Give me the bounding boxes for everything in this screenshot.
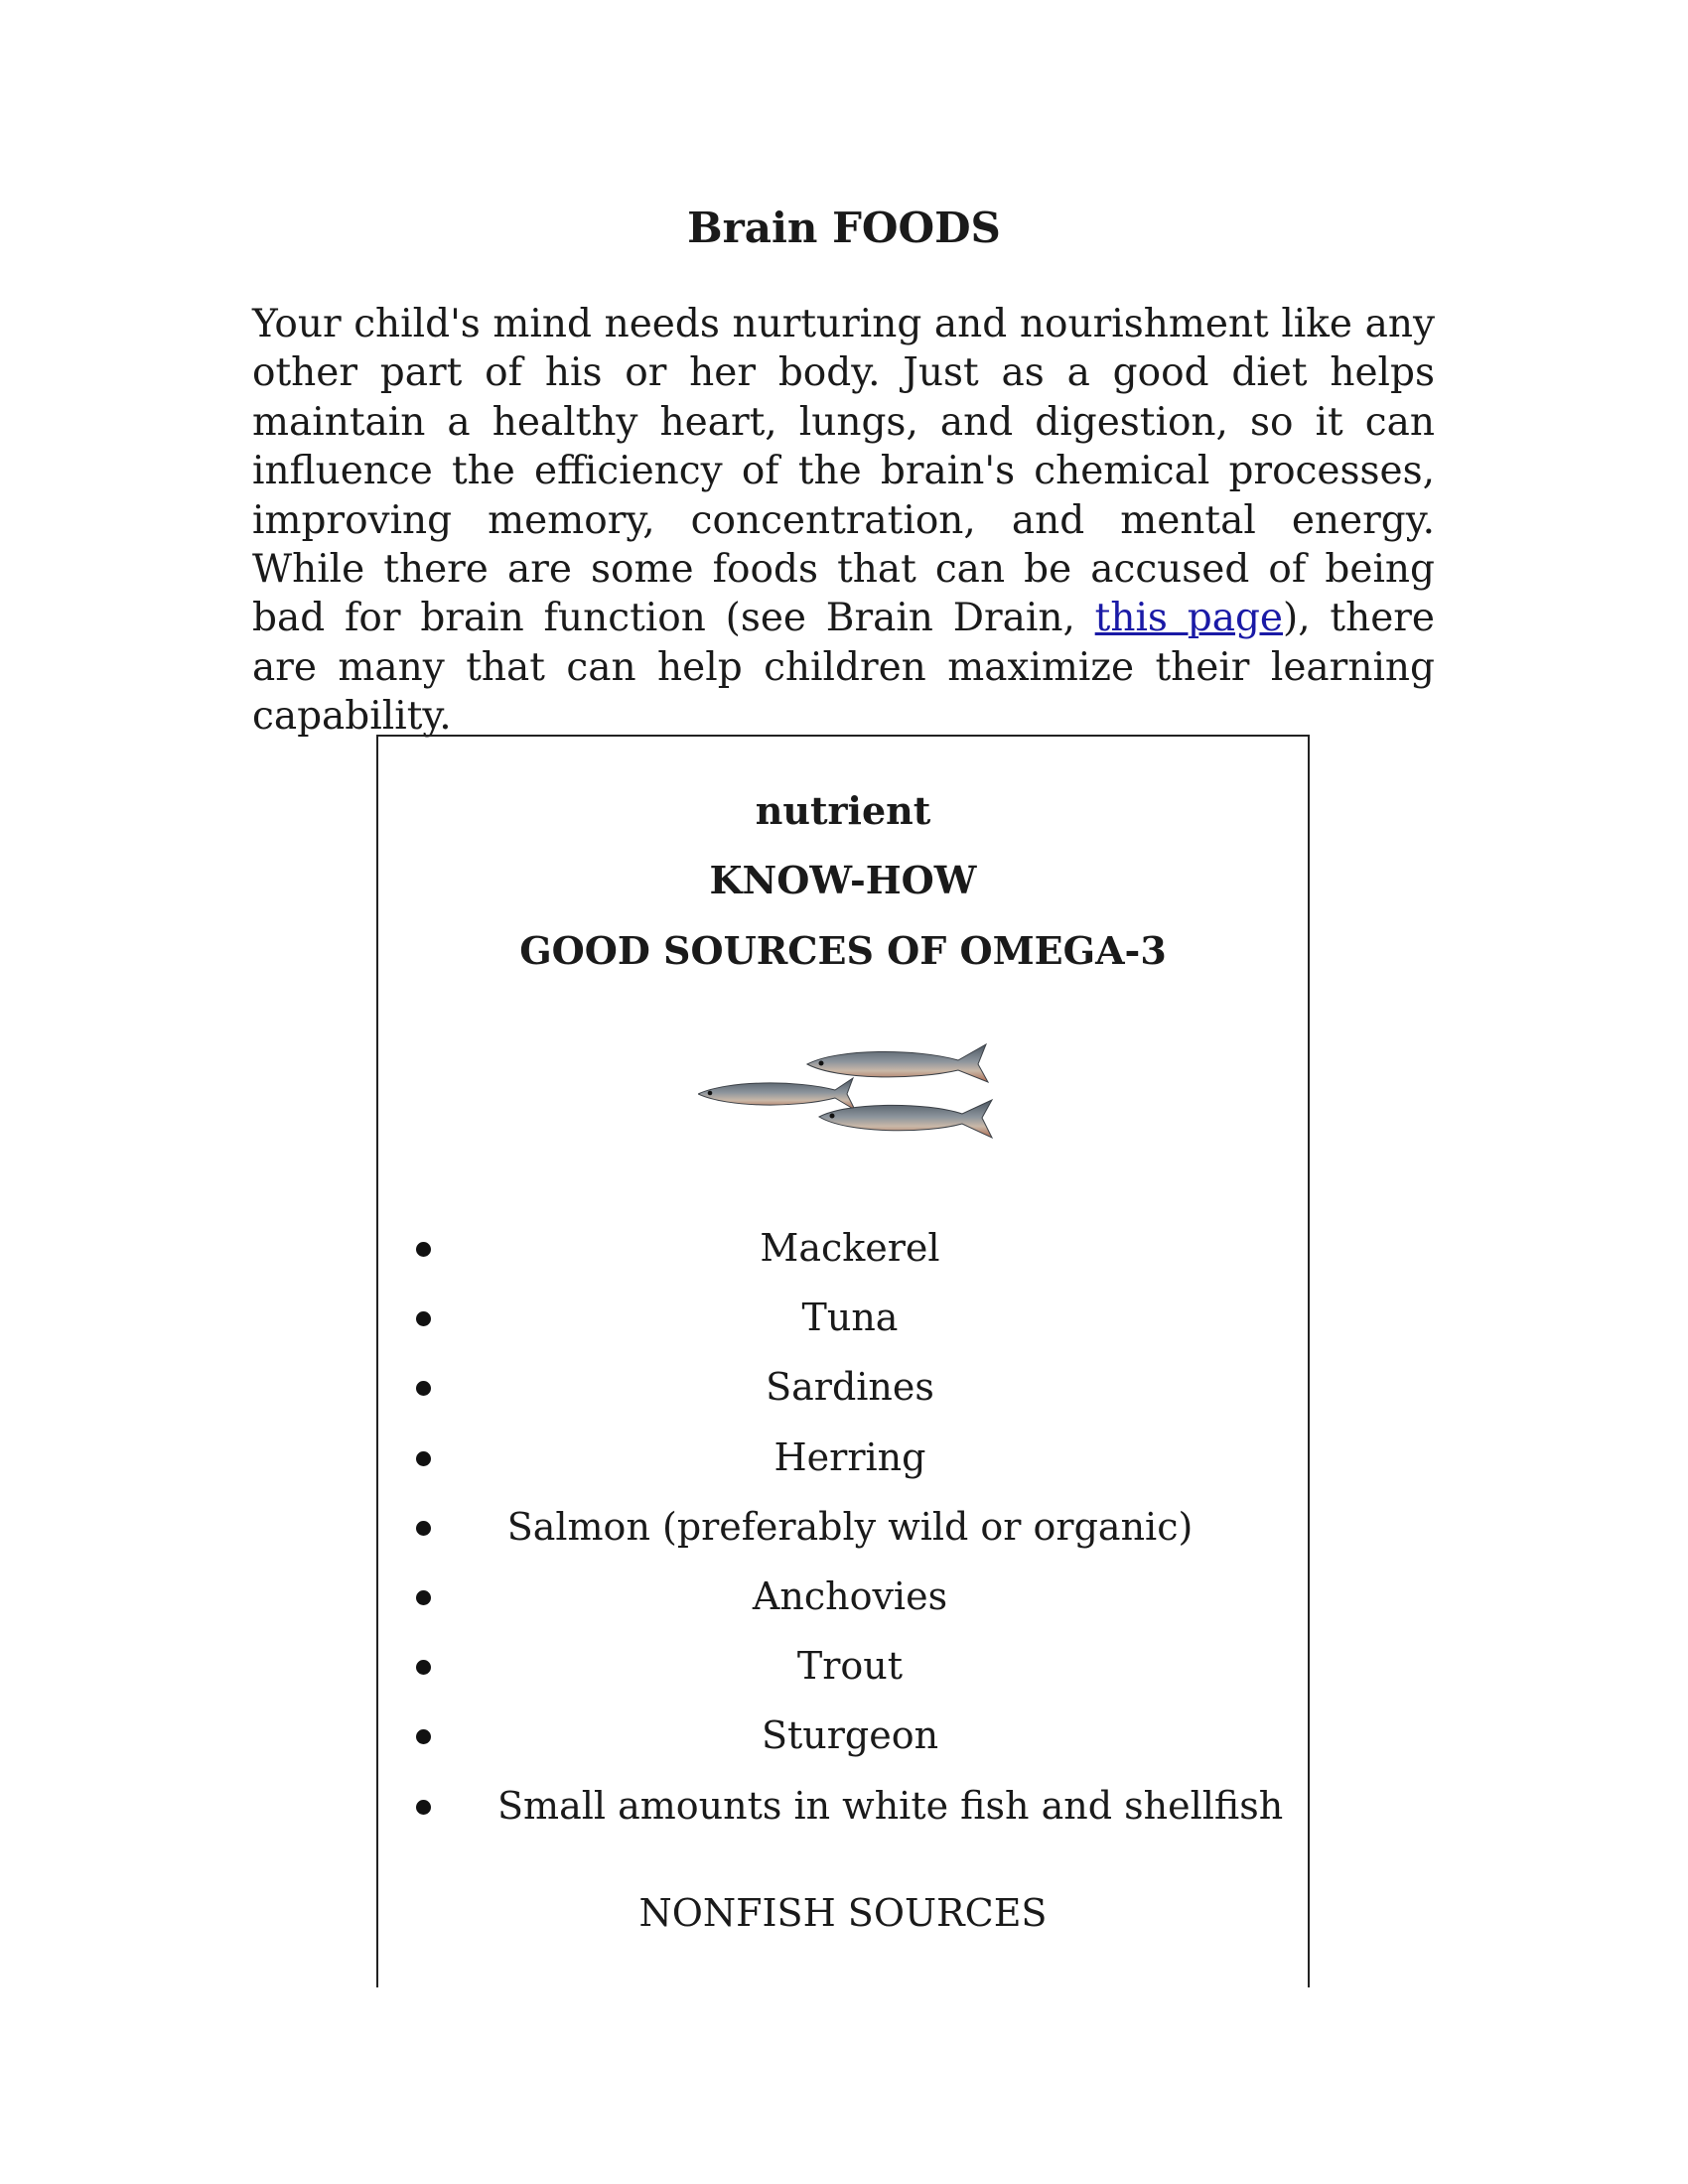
bullet-icon: [416, 1800, 431, 1815]
list-item-text: Trout: [796, 1644, 904, 1689]
this-page-link[interactable]: this page: [1094, 596, 1284, 641]
list-item: [378, 1631, 1308, 1701]
list-item: [378, 1492, 1308, 1562]
list-item-text: Sturgeon: [761, 1713, 939, 1758]
bullet-icon: [416, 1729, 431, 1744]
nutrient-know-how-box: [376, 735, 1310, 1987]
bullet-icon: [416, 1521, 431, 1536]
bullet-icon: [416, 1381, 431, 1396]
list-item: [378, 1283, 1308, 1352]
list-item: [378, 1771, 1308, 1841]
list-item-text: Sardines: [766, 1365, 934, 1410]
list-item: [378, 1352, 1308, 1422]
intro-text-after-link: ), there are many that can help children maximize their learning capability.: [252, 596, 1436, 740]
bullet-icon: [416, 1311, 431, 1326]
bullet-icon: [416, 1451, 431, 1466]
box-heading-omega3: GOOD SOURCES OF OMEGA-3: [519, 928, 1167, 973]
intro-text-before-link: Your child's mind needs nurturing and nourishment like any other part of his or her body. Just as a good diet helps maintain a healthy heart, lungs, and digestion, so it can influence the efficiency of the brain's chemical processes, improving memory, concentration, and mental energy. While there are some foods that can be accused of being bad for brain function (see Brain Drain,: [252, 302, 1435, 641]
fish-left: [698, 1078, 855, 1110]
nonfish-sources-heading: NONFISH SOURCES: [638, 1891, 1048, 1935]
fish-illustration-icon: [698, 1034, 996, 1154]
list-item: [378, 1562, 1308, 1631]
list-item: [378, 1701, 1308, 1770]
list-item-text: Salmon (preferably wild or organic): [506, 1504, 1194, 1549]
list-item-text: Small amounts in white fish and shellfish: [497, 1783, 1284, 1828]
bullet-icon: [416, 1242, 431, 1257]
box-heading-nutrient: nutrient: [755, 788, 931, 833]
list-item-text: Mackerel: [760, 1226, 940, 1270]
list-item-text: Herring: [774, 1434, 926, 1479]
bullet-icon: [416, 1660, 431, 1675]
list-item-text: Anchovies: [752, 1573, 948, 1618]
fish-sources-list: [378, 1213, 1308, 1841]
page-title: Brain FOODS: [687, 204, 1001, 252]
fish-bottom: [819, 1100, 992, 1138]
list-item-text: Tuna: [801, 1296, 899, 1340]
list-item: [378, 1423, 1308, 1492]
fish-top: [807, 1044, 988, 1082]
list-item: [378, 1213, 1308, 1283]
intro-paragraph: [252, 300, 1435, 742]
bullet-icon: [416, 1590, 431, 1605]
box-heading-know-how: KNOW-HOW: [709, 858, 977, 902]
